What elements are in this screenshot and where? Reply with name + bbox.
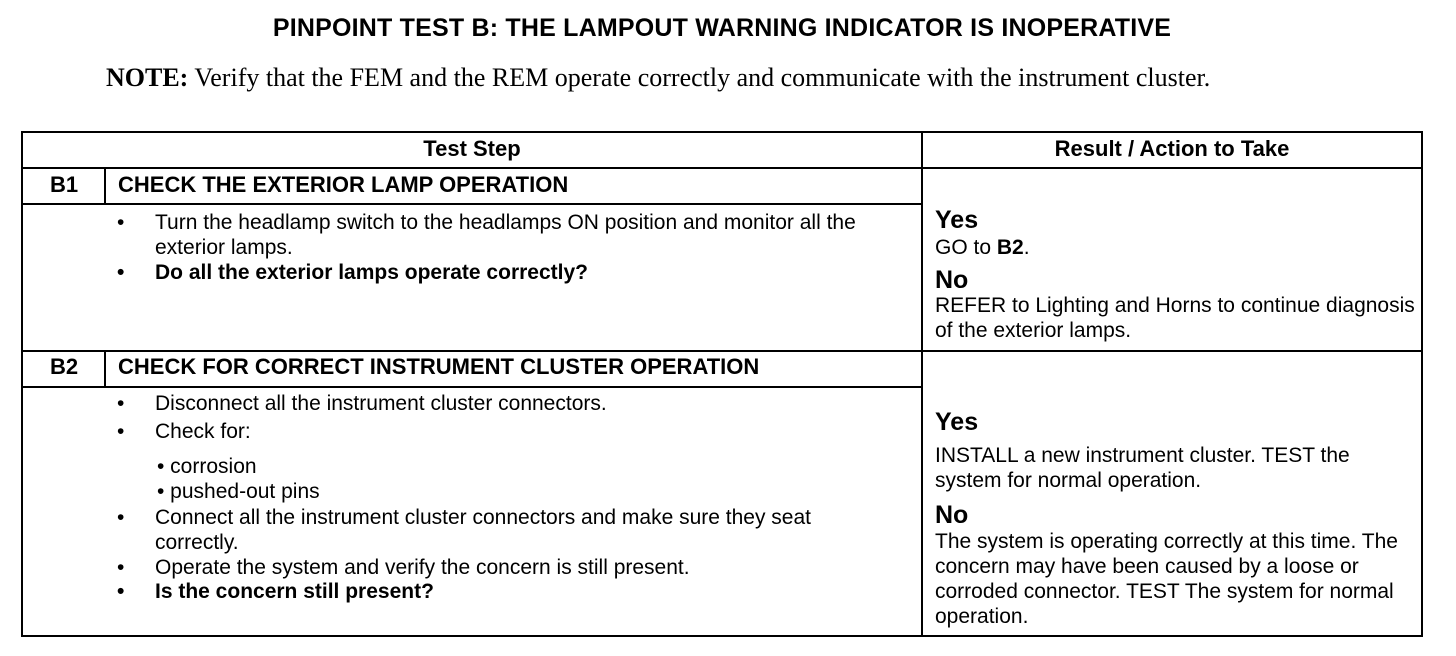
- b2-subitem-1: • corrosion: [157, 455, 257, 478]
- page-title: PINPOINT TEST B: THE LAMPOUT WARNING INDICATOR IS INOPERATIVE: [272, 14, 1172, 42]
- note-label: NOTE:: [106, 63, 189, 92]
- note-text: Verify that the FEM and the REM operate correctly and communicate with the instrument cluster.: [188, 63, 1211, 92]
- b1-yes-label: Yes: [935, 206, 979, 234]
- b1-no-text: REFER to Lighting and Horns to continue diagnosis of the exterior lamps.: [935, 294, 1415, 342]
- note: [106, 62, 1306, 93]
- step-title-b2: CHECK FOR CORRECT INSTRUMENT CLUSTER OPERATION: [118, 354, 760, 379]
- step-id-b1: B1: [49, 172, 79, 197]
- b2-yes-text: INSTALL a new instrument cluster. TEST the system for normal operation.: [935, 444, 1350, 492]
- b2-bullet-2: • Check for:: [117, 420, 251, 443]
- step-title-b1: CHECK THE EXTERIOR LAMP OPERATION: [118, 172, 569, 197]
- column-divider: [921, 131, 923, 637]
- b2-title-divider: [21, 386, 923, 388]
- b2-bullet-1: • Disconnect all the instrument cluster connectors.: [117, 392, 607, 415]
- b2-no-text: The system is operating correctly at this time. The concern may have been caused by a loose or corroded connector. TEST The system for normal operation.: [935, 530, 1398, 628]
- b1-no-label: No: [935, 266, 969, 294]
- step-id-b2: B2: [49, 354, 79, 379]
- b2-bullet-5: • Is the concern still present?: [117, 580, 434, 603]
- b2-yes-label: Yes: [935, 408, 979, 436]
- b2-subitem-2: • pushed-out pins: [157, 480, 320, 503]
- row-divider: [21, 350, 1423, 352]
- header-test-step: Test Step: [423, 136, 521, 161]
- b1-bullet-1: • Turn the headlamp switch to the headlamps ON position and monitor all the exterior lamps.: [117, 211, 856, 259]
- b1-title-divider: [21, 203, 923, 205]
- header-divider: [21, 167, 1423, 169]
- b1-bullet-2: • Do all the exterior lamps operate correctly?: [117, 261, 588, 284]
- header-result: Result / Action to Take: [1054, 136, 1290, 161]
- b1-yes-text: GO to B2.: [935, 236, 1030, 259]
- b2-no-label: No: [935, 501, 969, 529]
- b2-bullet-3: • Connect all the instrument cluster connectors and make sure they seat correctly.: [117, 506, 812, 554]
- b2-bullet-4: • Operate the system and verify the concern is still present.: [117, 556, 690, 579]
